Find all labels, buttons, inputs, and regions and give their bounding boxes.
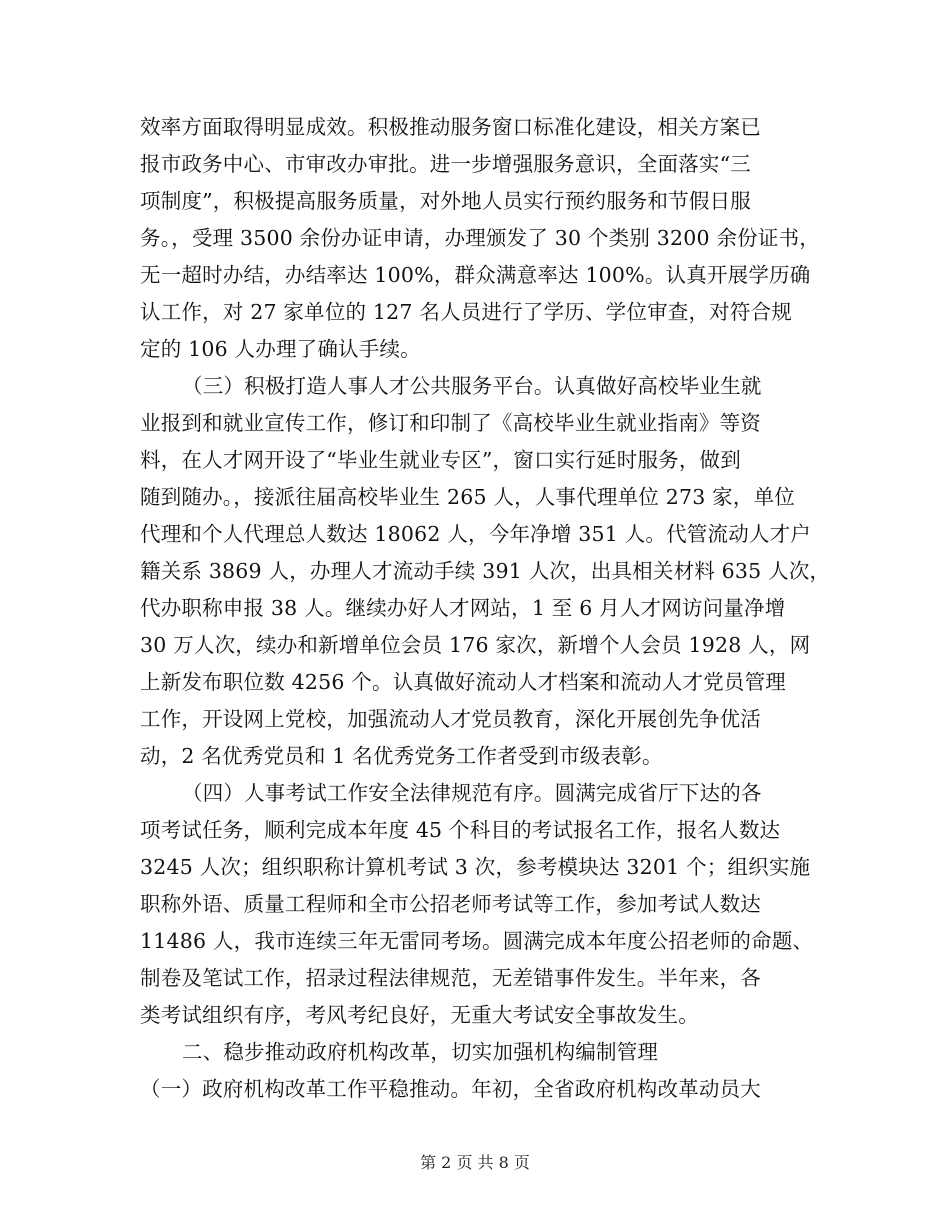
paragraph-line: 籍关系 3869 人，办理人才流动手续 391 人次，出具相关材料 635 人次， xyxy=(140,559,831,583)
paragraph-line: 业报到和就业宣传工作，修订和印制了《高校毕业生就业指南》等资 xyxy=(140,411,761,435)
paragraph-line: 职称外语、质量工程师和全市公招老师考试等工作，参加考试人数达 xyxy=(140,892,761,916)
paragraph-line: 类考试组织有序，考风考纪良好，无重大考试安全事故发生。 xyxy=(140,1003,699,1027)
paragraph-line: 工作，开设网上党校，加强流动人才党员教育，深化开展创先争优活 xyxy=(140,707,761,731)
paragraph-line: 11486 人，我市连续三年无雷同考场。圆满完成本年度公招老师的命题、 xyxy=(140,929,814,953)
section-heading-line: （三）积极打造人事人才公共服务平台。认真做好高校毕业生就 xyxy=(182,374,762,398)
paragraph-line: 效率方面取得明显成效。积极推动服务窗口标准化建设，相关方案已 xyxy=(140,115,761,139)
paragraph-line: 定的 106 人办理了确认手续。 xyxy=(140,337,421,361)
paragraph-line: 认工作，对 27 家单位的 127 名人员进行了学历、学位审查，对符合规 xyxy=(140,300,792,324)
section-heading-line: （一）政府机构改革工作平稳推动。年初，全省政府机构改革动员大 xyxy=(140,1077,761,1101)
paragraph-line: 30 万人次，续办和新增单位会员 176 家次，新增个人会员 1928 人，网 xyxy=(140,633,811,657)
paragraph-line: 料，在人才网开设了“毕业生就业专区”，窗口实行延时服务，做到 xyxy=(140,448,741,472)
section-heading-line: （四）人事考试工作安全法律规范有序。圆满完成省厅下达的各 xyxy=(182,781,762,805)
paragraph-line: 制卷及笔试工作，招录过程法律规范，无差错事件发生。半年来，各 xyxy=(140,966,761,990)
chapter-heading-line: 二、稳步推动政府机构改革，切实加强机构编制管理 xyxy=(182,1040,659,1064)
paragraph-line: 3245 人次；组织职称计算机考试 3 次，参考模块达 3201 个；组织实施 xyxy=(140,855,811,879)
paragraph-line: 无一超时办结，办结率达 100%，群众满意率达 100%。认真开展学历确 xyxy=(140,263,811,287)
paragraph-line: 上新发布职位数 4256 个。认真做好流动人才档案和流动人才党员管理 xyxy=(140,670,787,694)
paragraph-line: 报市政务中心、市审改办审批。进一步增强服务意识，全面落实“三 xyxy=(140,152,751,176)
paragraph-line: 务。，受理 3500 余份办证申请，办理颁发了 30 个类别 3200 余份证书， xyxy=(140,226,820,250)
paragraph-line: 项制度”，积极提高服务质量，对外地人员实行预约服务和节假日服 xyxy=(140,189,751,213)
paragraph-line: 随到随办。，接派往届高校毕业生 265 人，人事代理单位 273 家，单位 xyxy=(140,485,795,509)
paragraph-line: 代办职称申报 38 人。继续办好人才网站，1 至 6 月人才网访问量净增 xyxy=(140,596,786,620)
page-number-footer: 第 2 页 共 8 页 xyxy=(420,1153,530,1172)
paragraph-line: 项考试任务，顺利完成本年度 45 个科目的考试报名工作，报名人数达 xyxy=(140,818,781,842)
paragraph-line: 动，2 名优秀党员和 1 名优秀党务工作者受到市级表彰。 xyxy=(140,744,663,768)
paragraph-line: 代理和个人代理总人数达 18062 人，今年净增 351 人。代管流动人才户 xyxy=(140,522,812,546)
